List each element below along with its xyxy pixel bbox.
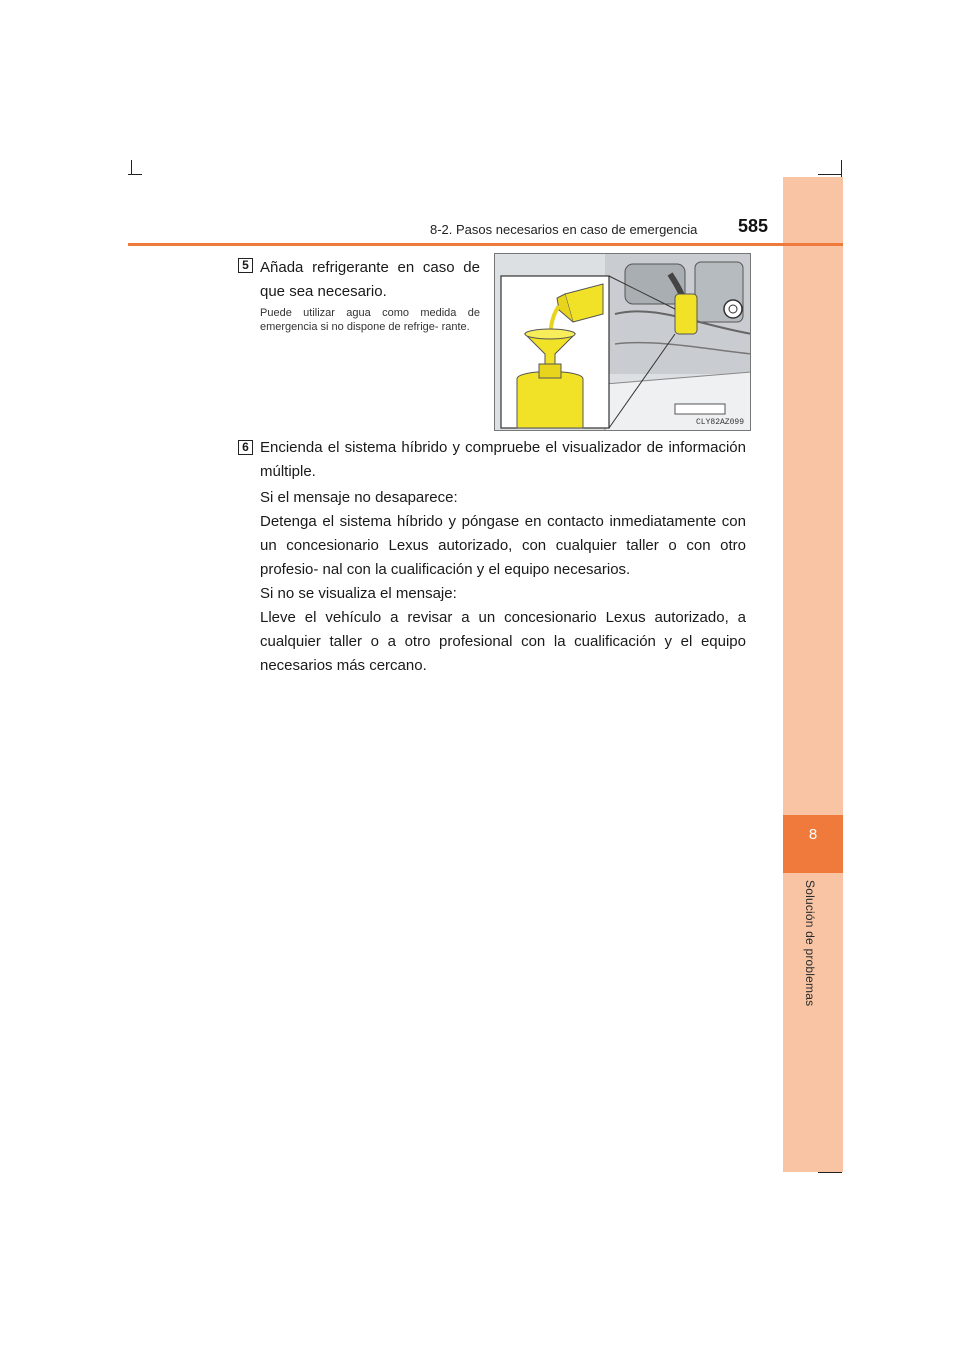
case-text: Lleve el vehículo a revisar a un concesionario Lexus autorizado, a cualquier taller o a otro profesional con la cualificación y el equipo necesarios más cercano. <box>260 609 746 674</box>
case-heading: Si el mensaje no desaparece: <box>260 489 458 506</box>
chapter-tab <box>783 815 843 873</box>
step-number-badge: 5 <box>238 258 253 273</box>
case-text: Detenga el sistema híbrido y póngase en contacto inmediatamente con un concesionario Lexus autorizado, con cualquier taller o con otro profesio- nal con la cualificación y el equipo necesarios. <box>260 513 746 578</box>
step-title: Encienda el sistema híbrido y compruebe el visualizador de información múltiple. <box>260 439 746 480</box>
step-note: Puede utilizar agua como medida de emergencia si no dispone de refrige- rante. <box>260 307 480 333</box>
crop-mark <box>818 174 842 175</box>
crop-mark <box>128 174 142 175</box>
step-number-badge: 6 <box>238 440 253 455</box>
chapter-side-band <box>783 177 843 1172</box>
coolant-fill-illustration <box>494 253 751 431</box>
case-heading: Si no se visualiza el mensaje: <box>260 585 457 602</box>
figure-code: CLY82AZ099 <box>695 418 744 427</box>
chapter-number: 8 <box>808 826 818 843</box>
section-title: 8-2. Pasos necesarios en caso de emergencia <box>430 222 698 237</box>
page-number: 585 <box>738 216 769 236</box>
chapter-title: Solución de problemas <box>803 880 817 1007</box>
header-rule <box>128 243 843 246</box>
engine-bay-drawing <box>495 254 751 431</box>
crop-mark <box>818 1172 842 1173</box>
crop-mark <box>131 160 132 174</box>
step-title: Añada refrigerante en caso de que sea necesario. <box>260 259 480 300</box>
